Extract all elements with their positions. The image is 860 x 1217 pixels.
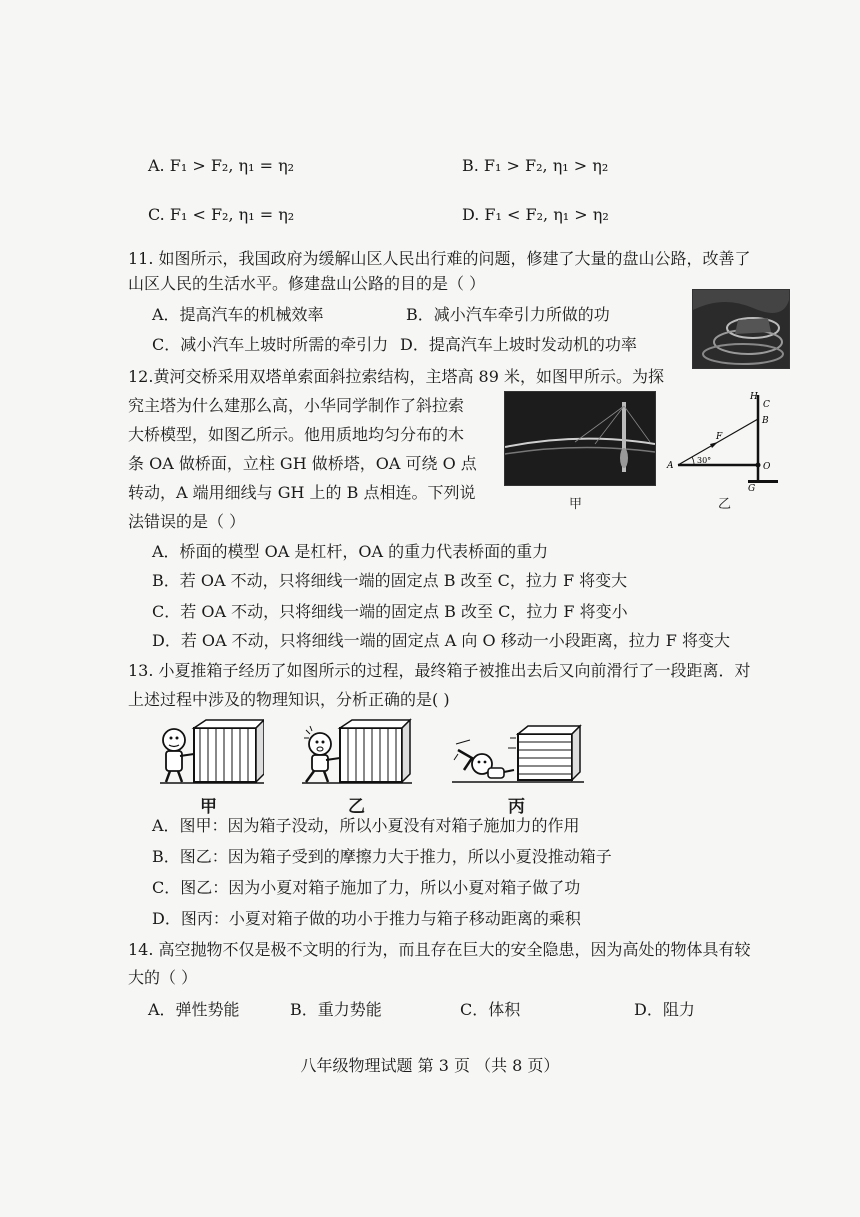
- q11-stem-line2: 山区人民的生活水平。修建盘山公路的目的是（ ）: [128, 274, 486, 293]
- q13-option-a: A．图甲：因为箱子没动，所以小夏没有对箱子施加力的作用: [152, 816, 580, 835]
- q13-stem-line2: 上述过程中涉及的物理知识，分析正确的是( ): [128, 690, 450, 709]
- q12-option-a: A．桥面的模型 OA 是杠杆，OA 的重力代表桥面的重力: [152, 542, 549, 561]
- q12-stem-line3: 大桥模型，如图乙所示。他用质地均匀分布的木: [128, 425, 465, 444]
- q12-stem-line6: 法错误的是（ ）: [128, 512, 246, 531]
- q12-option-d: D．若 OA 不动，只将细线一端的固定点 A 向 O 移动一小段距离，拉力 F 将变大: [152, 631, 730, 650]
- fig-label-bing-13: 丙: [508, 797, 525, 817]
- q10-option-b: B. F₁ > F₂, η₁ > η₂: [462, 156, 609, 175]
- q13-option-d: D．图丙：小夏对箱子做的功小于推力与箱子移动距离的乘积: [152, 909, 581, 928]
- diagram-label-g: G: [748, 484, 756, 494]
- diagram-label-b: B: [762, 416, 769, 426]
- push-box-figure-bing: [452, 720, 584, 788]
- diagram-label-a: A: [667, 461, 674, 471]
- q12-stem-line1: 12.黄河交桥采用双塔单索面斜拉索结构，主塔高 89 米，如图甲所示。为探: [128, 367, 664, 386]
- push-box-figure-yi: [302, 716, 412, 788]
- q10-option-a: A. F₁ > F₂, η₁ = η₂: [148, 156, 295, 175]
- q12-stem-line2: 究主塔为什么建那么高，小华同学制作了斜拉索: [128, 396, 465, 415]
- push-box-figure-jia: [160, 716, 264, 788]
- q12-option-c: C．若 OA 不动，只将细线一端的固定点 B 改至 C，拉力 F 将变小: [152, 602, 628, 621]
- diagram-label-angle: 30°: [697, 456, 712, 465]
- q12-stem-line5: 转动，A 端用细线与 GH 上的 B 点相连。下列说: [128, 483, 476, 502]
- q13-option-c: C．图乙：因为小夏对箱子施加了力，所以小夏对箱子做了功: [152, 878, 581, 897]
- q12-option-b: B．若 OA 不动，只将细线一端的固定点 B 改至 C，拉力 F 将变大: [152, 571, 628, 590]
- diagram-label-h: H: [750, 392, 758, 402]
- diagram-label-o: O: [763, 462, 771, 472]
- q10-option-d: D. F₁ < F₂, η₁ > η₂: [462, 205, 609, 224]
- q11-option-b: B．减小汽车牵引力所做的功: [406, 305, 610, 324]
- bridge-photo: [504, 391, 656, 486]
- q12-stem-line4: 条 OA 做桥面，立柱 GH 做桥塔，OA 可绕 O 点: [128, 454, 477, 473]
- mountain-road-photo: [692, 289, 790, 369]
- fig-label-jia-13: 甲: [200, 797, 217, 817]
- q14-option-c: C．体积: [460, 1000, 521, 1019]
- q11-stem-line1: 11. 如图所示，我国政府为缓解山区人民出行难的问题，修建了大量的盘山公路，改善了: [128, 249, 751, 268]
- q14-stem-line1: 14. 高空抛物不仅是极不文明的行为，而且存在巨大的安全隐患，因为高处的物体具有较: [128, 940, 751, 959]
- q11-option-d: D．提高汽车上坡时发动机的功率: [400, 335, 637, 354]
- page-footer: 八年级物理试题 第 3 页 （共 8 页）: [300, 1056, 560, 1075]
- q14-option-a: A．弹性势能: [148, 1000, 240, 1019]
- q14-stem-line2: 大的（ ）: [128, 968, 198, 987]
- q14-option-d: D．阻力: [634, 1000, 695, 1019]
- diagram-label-f: F: [716, 432, 723, 442]
- q10-option-c: C. F₁ < F₂, η₁ = η₂: [148, 205, 295, 224]
- q11-option-a: A．提高汽车的机械效率: [152, 305, 324, 324]
- q13-stem-line1: 13. 小夏推箱子经历了如图所示的过程，最终箱子被推出去后又向前滑行了一段距离．对: [128, 661, 751, 680]
- fig-label-yi: 乙: [718, 497, 732, 512]
- q11-option-c: C．减小汽车上坡时所需的牵引力: [152, 335, 389, 354]
- diagram-label-c: C: [763, 400, 770, 410]
- fig-label-jia: 甲: [569, 497, 583, 512]
- fig-label-yi-13: 乙: [348, 797, 365, 817]
- q13-option-b: B．图乙：因为箱子受到的摩擦力大于推力，所以小夏没推动箱子: [152, 847, 612, 866]
- q14-option-b: B．重力势能: [290, 1000, 382, 1019]
- lever-diagram: [664, 387, 788, 497]
